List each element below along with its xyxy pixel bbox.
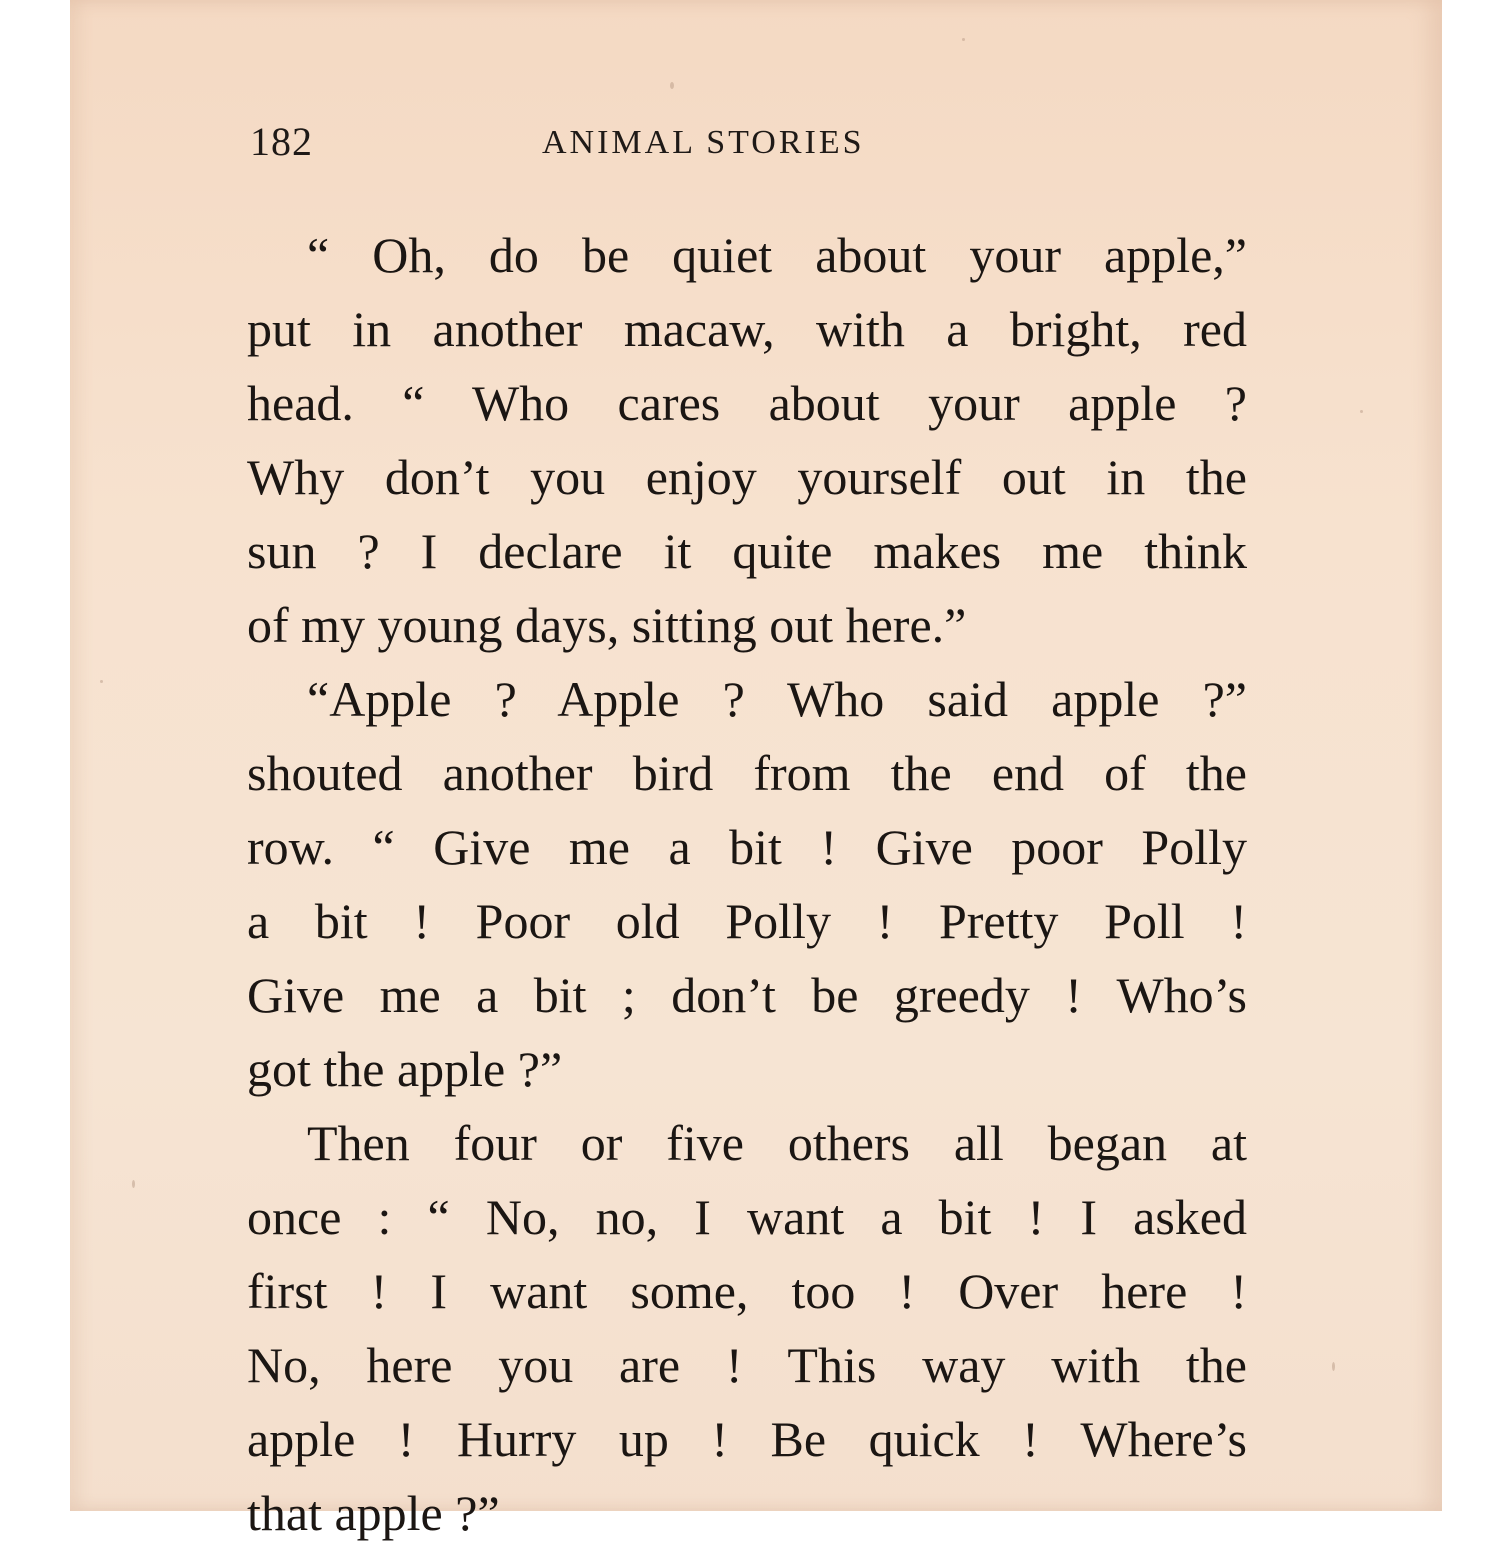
- text-line: head. “ Who cares about your apple ?: [247, 375, 1247, 431]
- text-line: of my young days, sitting out here.”: [247, 597, 967, 653]
- text-line: apple ! Hurry up ! Be quick ! Where’s: [247, 1411, 1247, 1467]
- paper-speck: [962, 38, 965, 41]
- text-line: Give me a bit ; don’t be greedy ! Who’s: [247, 967, 1247, 1023]
- text-line: No, here you are ! This way with the: [247, 1337, 1247, 1393]
- paper-speck: [100, 680, 103, 683]
- page-number: 182: [250, 119, 313, 164]
- paragraph-1: [247, 218, 1247, 662]
- text-line: sun ? I declare it quite makes me think: [247, 523, 1247, 579]
- text-line: “Apple ? Apple ? Who said apple ?”: [307, 671, 1247, 727]
- text-line: got the apple ?”: [247, 1041, 563, 1097]
- page-header: [70, 118, 1442, 168]
- book-page: [70, 0, 1442, 1541]
- text-line: a bit ! Poor old Polly ! Pretty Poll !: [247, 893, 1247, 949]
- body-text: [247, 218, 1247, 1550]
- text-line: shouted another bird from the end of the: [247, 745, 1247, 801]
- paper-speck: [132, 1180, 135, 1188]
- text-line: that apple ?”: [247, 1485, 500, 1541]
- text-line: once : “ No, no, I want a bit ! I asked: [247, 1189, 1247, 1245]
- text-line: first ! I want some, too ! Over here !: [247, 1263, 1247, 1319]
- text-line: Why don’t you enjoy yourself out in the: [247, 449, 1247, 505]
- paragraph-2: [247, 662, 1247, 1106]
- text-line: row. “ Give me a bit ! Give poor Polly: [247, 819, 1247, 875]
- text-line: “ Oh, do be quiet about your apple,”: [307, 227, 1247, 283]
- paper-speck: [1360, 410, 1363, 413]
- text-line: Then four or five others all began at: [307, 1115, 1247, 1171]
- paragraph-3: [247, 1106, 1247, 1550]
- paper-speck: [1332, 1362, 1335, 1371]
- paper-speck: [670, 82, 674, 89]
- text-line: put in another macaw, with a bright, red: [247, 301, 1247, 357]
- running-head: ANIMAL STORIES: [542, 124, 865, 161]
